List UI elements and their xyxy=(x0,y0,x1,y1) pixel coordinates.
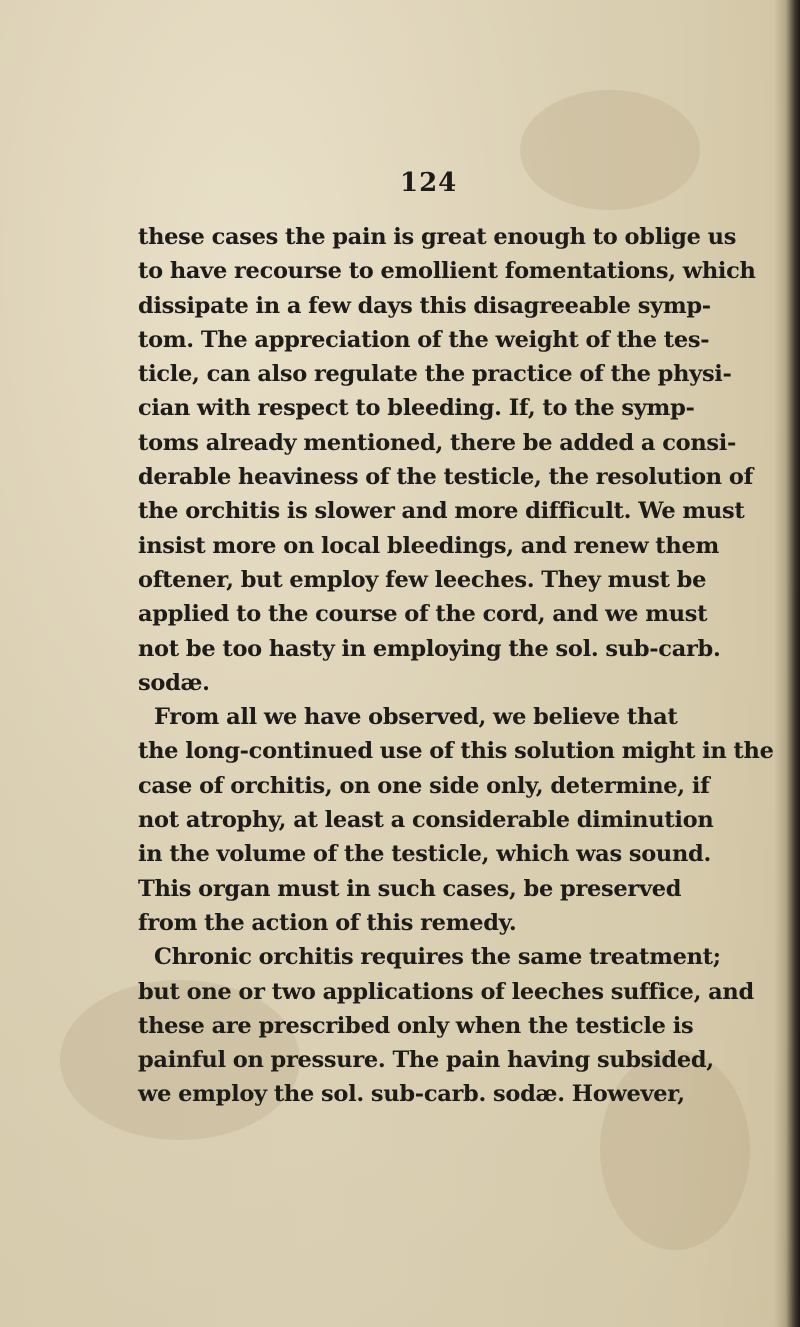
body-text xyxy=(138,220,774,1112)
text-line: in the volume of the testicle, which was sound. xyxy=(138,841,712,868)
text-line: derable heaviness of the testicle, the resolution of xyxy=(138,464,753,491)
text-line: toms already mentioned, there be added a consi- xyxy=(138,429,737,456)
text-line: not atrophy, at least a considerable diminution xyxy=(138,807,714,834)
text-line: we employ the sol. sub-carb. sodæ. However, xyxy=(138,1081,685,1108)
text-line: applied to the course of the cord, and we must xyxy=(138,601,708,628)
text-line: tom. The appreciation of the weight of the tes- xyxy=(138,326,710,353)
text-line: This organ must in such cases, be preserved xyxy=(138,875,682,902)
text-line: these are prescribed only when the testicle is xyxy=(138,1012,694,1039)
text-line: Chronic orchitis requires the same treatment; xyxy=(154,944,721,971)
book-gutter-shadow xyxy=(774,0,800,1327)
text-line: painful on pressure. The pain having subsided, xyxy=(138,1047,714,1074)
text-line: insist more on local bleedings, and renew them xyxy=(138,532,719,559)
text-line: but one or two applications of leeches suffice, and xyxy=(138,978,754,1005)
page-number: 124 xyxy=(400,168,458,198)
text-line: dissipate in a few days this disagreeable symp- xyxy=(138,292,711,319)
text-line: the long-continued use of this solution might in the xyxy=(138,738,774,765)
text-line: oftener, but employ few leeches. They must be xyxy=(138,566,707,593)
text-line: From all we have observed, we believe that xyxy=(154,704,678,731)
text-line: these cases the pain is great enough to oblige us xyxy=(138,224,737,250)
text-line: to have recourse to emollient fomentations, which xyxy=(138,258,756,285)
paper-stain xyxy=(520,90,700,210)
text-line: the orchitis is slower and more difficult. We must xyxy=(138,498,745,525)
text-line: from the action of this remedy. xyxy=(138,909,517,936)
text-line: cian with respect to bleeding. If, to the symp- xyxy=(138,395,695,422)
text-line: ticle, can also regulate the practice of the physi- xyxy=(138,361,732,388)
text-line: not be too hasty in employing the sol. sub-carb. xyxy=(138,635,721,662)
text-line: case of orchitis, on one side only, determine, if xyxy=(138,772,710,799)
text-line: sodæ. xyxy=(138,669,210,696)
